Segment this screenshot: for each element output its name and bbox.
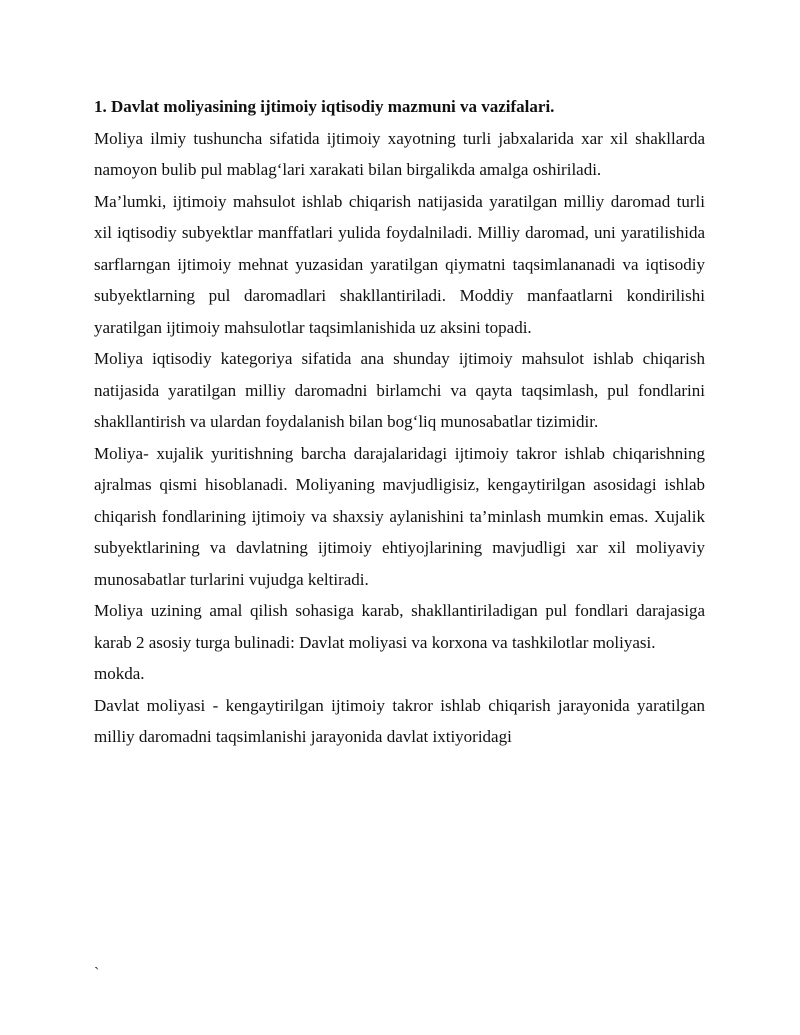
section-heading: 1. Davlat moliyasining ijtimoiy iqtisodiy mazmuni va vazifalari. <box>94 97 555 116</box>
paragraph-4: Moliya- xujalik yuritishning barcha darajalaridagi ijtimoiy takror ishlab chiqarishning ajralmas qismi hisoblanadi. Moliyaning mavjudligisiz, kengaytirilgan asosidagi ishlab chiqarish fondlarining ijtimoiy va shaxsiy aylanishini ta’minlash mumkin emas. Xujalik subyektlarining va davlatning ijtimoiy ehtiyojlarining mavjudligi xar xil moliyaviy munosabatlar turlarini vujudga keltiradi. <box>94 443 705 589</box>
paragraph-7: Davlat moliyasi - kengaytirilgan ijtimoiy takror ishlab chiqarish jarayonida yaratilgan milliy daromadni taqsimlanishi jarayonida davlat ixtiyoridagi <box>94 695 705 746</box>
paragraph-1: Moliya ilmiy tushuncha sifatida ijtimoiy xayotning turli jabxalarida xar xil shakllarda namoyon bulib pul mablag‘lari xarakati bilan birgalikda amalga oshiriladi. <box>94 128 705 179</box>
paragraph-6: mokda. <box>94 664 145 683</box>
document-body <box>94 91 705 753</box>
footer-mark: ` <box>94 965 100 982</box>
paragraph-2: Ma’lumki, ijtimoiy mahsulot ishlab chiqarish natijasida yaratilgan milliy daromad turli xil iqtisodiy subyektlar manffatlari yulida foydalniladi. Milliy daromad, uni yaratilishida sarflarngan ijtimoiy mehnat yuzasidan yaratilgan qiymatni taqsimlananadi va iqtisodiy subyektlarning pul daromadlari shakllantiriladi. Moddiy manfaatlarni kondirilishi yaratilgan ijtimoiy mahsulotlar taqsimlanishida uz aksini topadi. <box>94 191 705 337</box>
paragraph-5: Moliya uzining amal qilish sohasiga karab, shakllantiriladigan pul fondlari darajasiga karab 2 asosiy turga bulinadi: Davlat moliyasi va korxona va tashkilotlar moliyasi. <box>94 601 705 652</box>
paragraph-3: Moliya iqtisodiy kategoriya sifatida ana shunday ijtimoiy mahsulot ishlab chiqarish natijasida yaratilgan milliy daromadni birlamchi va qayta taqsimlash, pul fondlarini shakllantirish va ulardan foydalanish bilan bog‘liq munosabatlar tizimidir. <box>94 349 705 431</box>
